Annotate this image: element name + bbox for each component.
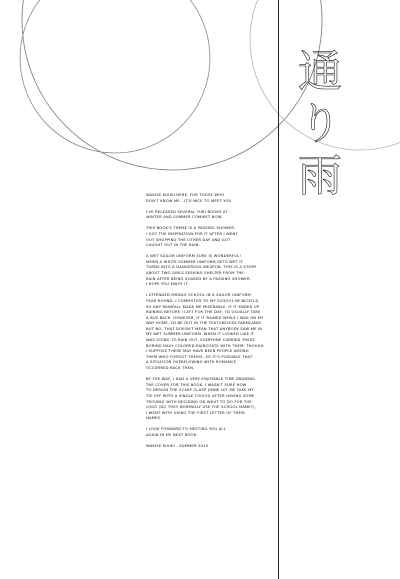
paragraph: THIS BOOK'S THEME IS A PASSING SHOWER. I GOT THE INSPIRATION FOR IT AFTER I WENT OUT SHOPPING THE OTHER DAY AND GOT CAUGHT OUT IN THE RAIN.: [146, 226, 238, 248]
paragraph: I'VE RELEASED SEVERAL YURI BOOKS AT WINTER AND SUMMER COMIKET NOW.: [146, 209, 228, 220]
paragraph: I ATTENDED MIDDLE SCHOOL IN A SAILOR UNIFORM YEAR ROUND. I COMMUTED TO MY SCHOOL BY BICYCLE, SO ANY RAINFALL MADE ME MISERABLE. IF IT ENDED UP RAINING BEFORE I LEFT FOR THE DAY, I'D USUALLY TAKE A BUS BACK. HOWEVER, IF IT RAINED WHILE I WAS ON MY WAY HOME, I'D BE OUT IN THE FEATURELESS FARMLAND! BUT NO, THAT DOESN'T MEAN THAT ANYBODY SAW ME IN MY WET SUMMER UNIFORM. WHEN IT LOOKED LIKE IT WAS GOING TO RAIN OUT, EVERYONE CARRIED THESE BORING NAVY COLORED RAINCOATS WITH THEM. THOUGH I SUPPOSE THERE MAY HAVE BEEN PEOPLE AMONG THEM WHO FORGOT THEIRS, SO IT'S POSSIBLE THAT A SITUATION OVERFLOWING WITH ROMANCE OCCURRED BACK THEN.: [146, 293, 264, 371]
paragraph: A WET SAILOR UNIFORM SURE IS WONDERFUL! WHEN A WHITE SUMMER UNIFORM GETS WET IT TURNS INTO A DANGEROUS WEAPON. THIS IS A STORY ABOUT TWO GIRLS SEEKING SHELTER FROM THE RAIN AFTER BEING SOAKED BY A PASSING SHOWER. I HOPE YOU ENJOY IT.: [146, 254, 257, 287]
signature-line: WAKISE KUUKI - SUMMER 2010: [146, 444, 209, 449]
afterword-text: [146, 193, 274, 455]
vertical-divider: [278, 0, 279, 579]
circle-medium: [20, 0, 210, 153]
circle-large: [22, 0, 322, 170]
paragraph: WAKISE KUUKI HERE. FOR THOSE WHO DON'T KNOW ME - IT'S NICE TO MEET YOU.: [146, 193, 233, 203]
page-title: 通り雨: [290, 48, 341, 204]
paragraph: I LOOK FORWARD TO MEETING YOU ALL AGAIN IN MY NEXT BOOK.: [146, 427, 226, 437]
paragraph: BY THE WAY, I HAD A VERY ENJOYABLE TIME DRAWING THE COVER FOR THIS BOOK. I WASN'T SURE HOW TO DESIGN THE SCARF CLASP (MINE LET ME TAKE MY TIE OFF WITH A SINGLE TOUCH) AFTER HAVING SOME TROUBLE WITH DECIDING ON WHAT TO DO FOR THE LOGO (DO THEY NORMALLY USE THE SCHOOL NAME?), I WENT WITH USING THE FIRST LETTER OF THEIR NAMES.: [146, 377, 257, 421]
